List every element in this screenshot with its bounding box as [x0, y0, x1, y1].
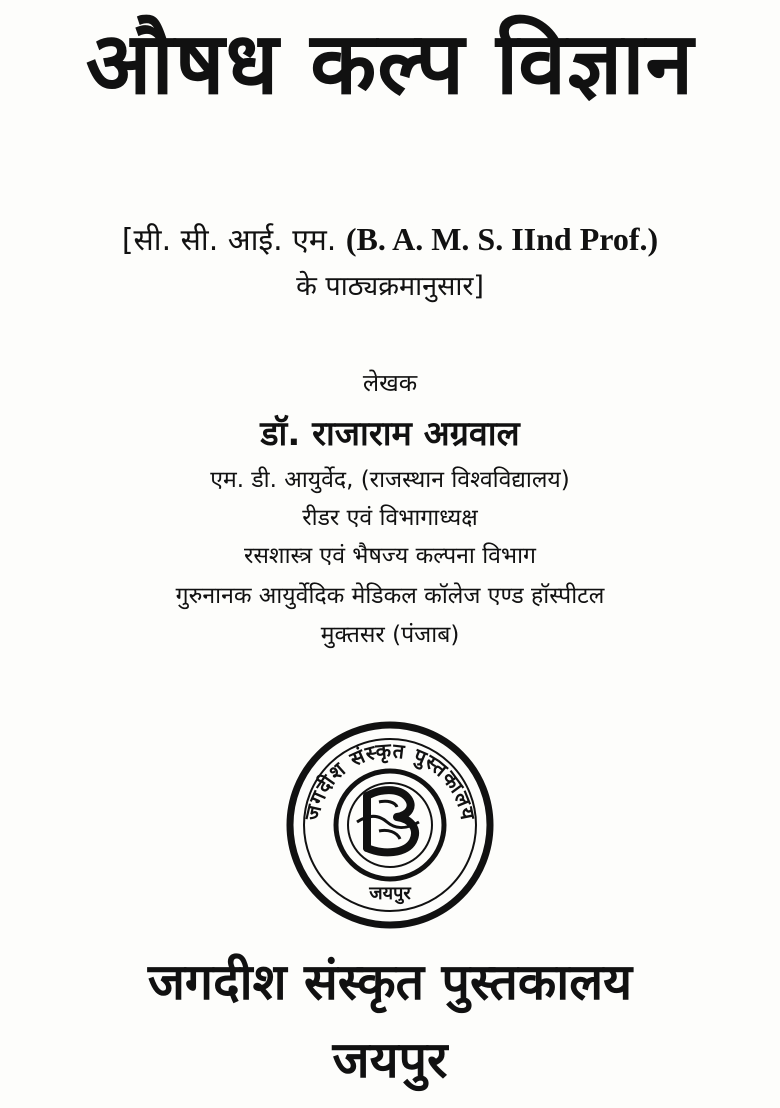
- course-line-hindi: [सी. सी. आई. एम.: [121, 223, 337, 258]
- course-line-english: (B. A. M. S. IInd Prof.): [345, 221, 659, 257]
- author-credential-department: रसशास्त्र एवं भैषज्य कल्पना विभाग: [243, 543, 537, 569]
- seal-ring-text: जगदीश संस्कृत पुस्तकालय: [299, 738, 481, 823]
- publisher-name: जगदीश संस्कृत पुस्तकालय: [147, 953, 633, 1011]
- book-title: औषध कल्प विज्ञान: [85, 14, 695, 114]
- author-label: लेखक: [362, 369, 418, 397]
- course-line: [0, 220, 780, 259]
- author-name: डॉ. राजाराम अग्रवाल: [260, 414, 520, 454]
- seal-bottom-text: जयपुर: [369, 883, 411, 904]
- publisher-city: जयपुर: [332, 1031, 448, 1089]
- author-credential-college: गुरुनानक आयुर्वेदिक मेडिकल कॉलेज एण्ड हॉस्पीटल: [175, 583, 605, 609]
- seal-monogram-icon: [357, 790, 419, 852]
- author-credential-position: रीडर एवं विभागाध्यक्ष: [302, 505, 478, 531]
- author-credential-location: मुक्तसर (पंजाब): [320, 622, 460, 648]
- author-credential-degree: एम. डी. आयुर्वेद, (राजस्थान विश्वविद्यालय): [210, 467, 570, 493]
- course-line-2: के पाठ्यक्रमानुसार]: [296, 271, 484, 302]
- publisher-seal-icon: [283, 718, 497, 932]
